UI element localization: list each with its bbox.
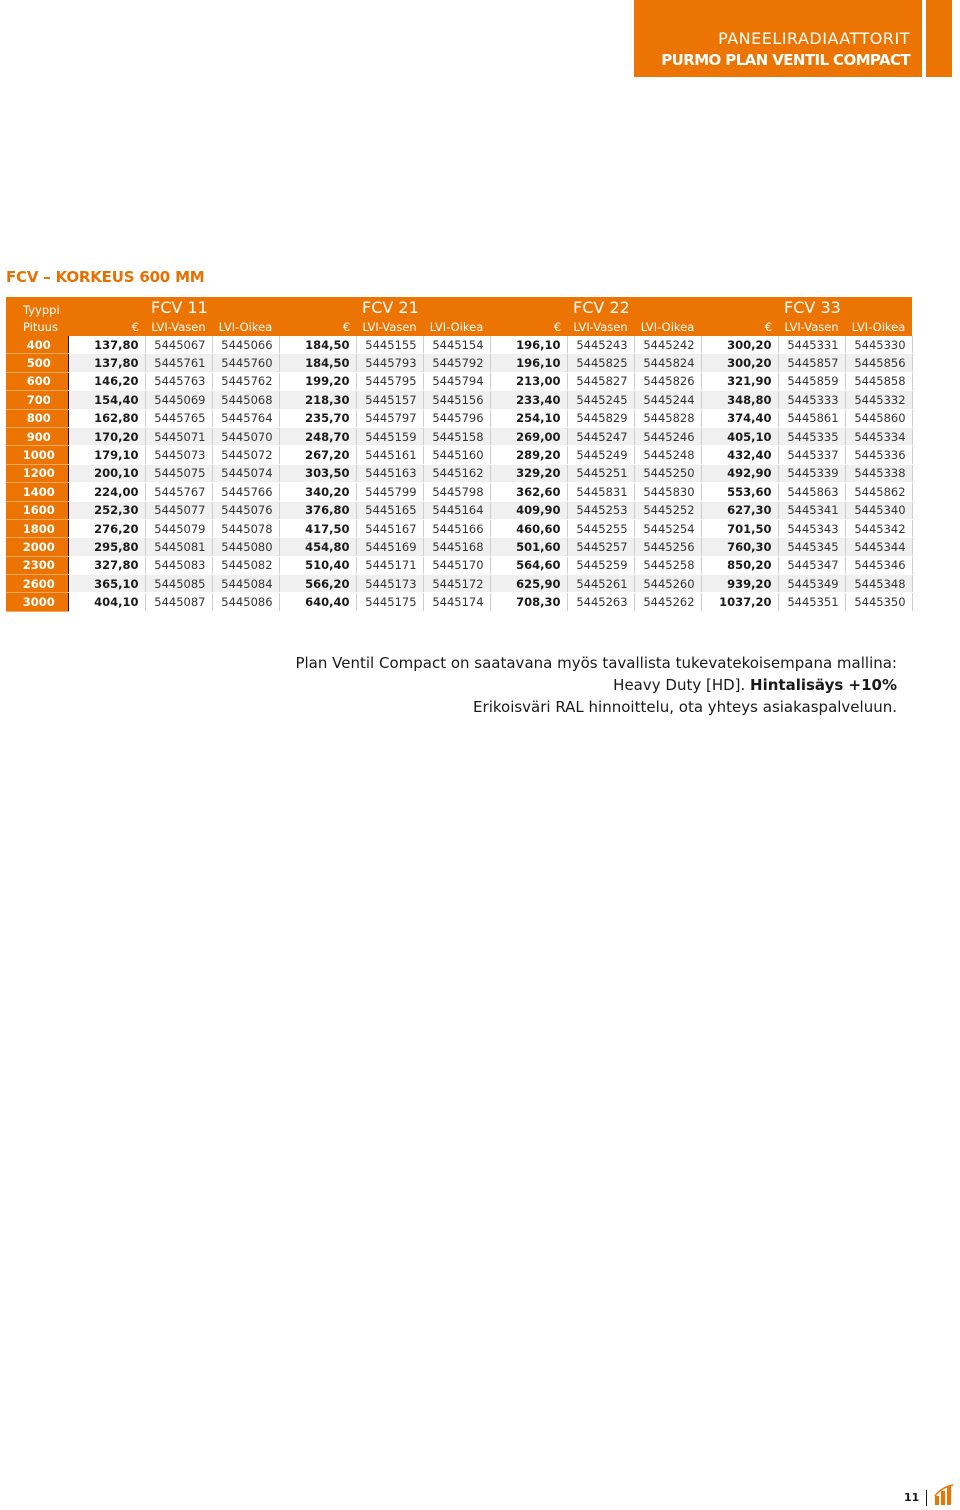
right-code-cell: 5445072 [212, 446, 279, 464]
price-cell: 200,10 [68, 464, 145, 482]
right-code-cell: 5445336 [845, 446, 912, 464]
price-cell: 362,60 [490, 483, 567, 501]
left-code-cell: 5445175 [356, 593, 423, 611]
left-code-cell: 5445347 [778, 556, 845, 574]
left-code-cell: 5445257 [567, 538, 634, 556]
right-code-cell: 5445256 [634, 538, 701, 556]
left-code-cell: 5445793 [356, 354, 423, 372]
right-code-cell: 5445250 [634, 464, 701, 482]
right-code-cell: 5445258 [634, 556, 701, 574]
currency-label: € [342, 319, 351, 334]
price-cell: 179,10 [68, 446, 145, 464]
table-header-columns [6, 317, 912, 336]
right-code-cell: 5445338 [845, 464, 912, 482]
left-code-cell: 5445827 [567, 372, 634, 390]
left-code-cell: 5445075 [145, 464, 212, 482]
right-code-cell: 5445156 [423, 391, 490, 409]
table-row [6, 593, 912, 611]
left-code-cell: 5445863 [778, 483, 845, 501]
note-line-ral: Erikoisväri RAL hinnoittelu, ota yhteys asiakaspalveluun. [473, 698, 897, 716]
price-cell: 300,20 [701, 354, 778, 372]
price-cell: 625,90 [490, 575, 567, 593]
right-code-cell: 5445160 [423, 446, 490, 464]
left-connection-label: LVI-Vasen [784, 319, 839, 334]
left-code-cell: 5445767 [145, 483, 212, 501]
left-code-cell: 5445829 [567, 409, 634, 427]
price-cell: 374,40 [701, 409, 778, 427]
price-cell: 627,30 [701, 501, 778, 519]
section-title: FCV – KORKEUS 600 MM [6, 268, 205, 286]
left-code-cell: 5445071 [145, 427, 212, 445]
price-cell: 235,70 [279, 409, 356, 427]
right-code-cell: 5445760 [212, 354, 279, 372]
right-code-cell: 5445260 [634, 575, 701, 593]
right-code-cell: 5445162 [423, 464, 490, 482]
left-connection-label: LVI-Vasen [151, 319, 206, 334]
right-code-cell: 5445086 [212, 593, 279, 611]
left-code-cell: 5445337 [778, 446, 845, 464]
price-cell: 329,20 [490, 464, 567, 482]
right-connection-label: LVI-Oikea [851, 319, 906, 334]
right-code-cell: 5445792 [423, 354, 490, 372]
right-connection-label: LVI-Oikea [640, 319, 695, 334]
left-code-cell: 5445161 [356, 446, 423, 464]
price-cell: 939,20 [701, 575, 778, 593]
price-cell: 405,10 [701, 427, 778, 445]
table-header-types [6, 297, 912, 317]
left-code-cell: 5445861 [778, 409, 845, 427]
left-code-cell: 5445253 [567, 501, 634, 519]
family-header: FCV 21 [362, 298, 419, 317]
price-cell: 376,80 [279, 501, 356, 519]
price-cell: 553,60 [701, 483, 778, 501]
length-label: Pituus [23, 319, 58, 334]
table-row [6, 575, 912, 593]
price-cell: 850,20 [701, 556, 778, 574]
price-cell: 248,70 [279, 427, 356, 445]
left-code-cell: 5445351 [778, 593, 845, 611]
price-cell: 365,10 [68, 575, 145, 593]
price-cell: 289,20 [490, 446, 567, 464]
price-cell: 269,00 [490, 427, 567, 445]
price-table [6, 297, 913, 612]
right-code-cell: 5445242 [634, 336, 701, 354]
right-code-cell: 5445262 [634, 593, 701, 611]
price-cell: 233,40 [490, 391, 567, 409]
price-cell: 454,80 [279, 538, 356, 556]
right-code-cell: 5445860 [845, 409, 912, 427]
right-code-cell: 5445346 [845, 556, 912, 574]
length-cell: 700 [6, 391, 68, 409]
right-code-cell: 5445348 [845, 575, 912, 593]
header-product-name: PURMO PLAN VENTIL COMPACT [661, 51, 910, 69]
right-code-cell: 5445342 [845, 519, 912, 537]
left-code-cell: 5445163 [356, 464, 423, 482]
right-code-cell: 5445168 [423, 538, 490, 556]
price-cell: 154,40 [68, 391, 145, 409]
currency-label: € [764, 319, 773, 334]
price-cell: 162,80 [68, 409, 145, 427]
right-code-cell: 5445254 [634, 519, 701, 537]
right-code-cell: 5445082 [212, 556, 279, 574]
right-code-cell: 5445170 [423, 556, 490, 574]
length-cell: 2600 [6, 575, 68, 593]
currency-label: € [131, 319, 139, 334]
right-code-cell: 5445248 [634, 446, 701, 464]
left-code-cell: 5445247 [567, 427, 634, 445]
left-connection-label: LVI-Vasen [362, 319, 417, 334]
price-cell: 267,20 [279, 446, 356, 464]
length-cell: 500 [6, 354, 68, 372]
left-code-cell: 5445081 [145, 538, 212, 556]
price-cell: 196,10 [490, 336, 567, 354]
right-code-cell: 5445340 [845, 501, 912, 519]
left-code-cell: 5445079 [145, 519, 212, 537]
family-header: FCV 22 [573, 298, 630, 317]
price-cell: 137,80 [68, 354, 145, 372]
price-cell: 300,20 [701, 336, 778, 354]
length-cell: 3000 [6, 593, 68, 611]
left-code-cell: 5445067 [145, 336, 212, 354]
right-code-cell: 5445174 [423, 593, 490, 611]
left-code-cell: 5445331 [778, 336, 845, 354]
price-cell: 196,10 [490, 354, 567, 372]
left-code-cell: 5445799 [356, 483, 423, 501]
left-code-cell: 5445155 [356, 336, 423, 354]
right-code-cell: 5445764 [212, 409, 279, 427]
length-cell: 1400 [6, 483, 68, 501]
left-code-cell: 5445345 [778, 538, 845, 556]
right-code-cell: 5445350 [845, 593, 912, 611]
right-code-cell: 5445070 [212, 427, 279, 445]
purmo-logo-icon [934, 1484, 956, 1506]
price-cell: 460,60 [490, 519, 567, 537]
price-cell: 510,40 [279, 556, 356, 574]
right-code-cell: 5445080 [212, 538, 279, 556]
left-code-cell: 5445341 [778, 501, 845, 519]
right-connection-label: LVI-Oikea [429, 319, 484, 334]
price-cell: 501,60 [490, 538, 567, 556]
length-cell: 1600 [6, 501, 68, 519]
currency-label: € [553, 319, 562, 334]
price-cell: 137,80 [68, 336, 145, 354]
price-table-body [6, 336, 912, 611]
right-code-cell: 5445154 [423, 336, 490, 354]
price-cell: 184,50 [279, 336, 356, 354]
price-cell: 218,30 [279, 391, 356, 409]
price-cell: 254,10 [490, 409, 567, 427]
right-code-cell: 5445858 [845, 372, 912, 390]
price-cell: 432,40 [701, 446, 778, 464]
price-cell: 409,90 [490, 501, 567, 519]
price-cell: 276,20 [68, 519, 145, 537]
left-code-cell: 5445085 [145, 575, 212, 593]
length-cell: 400 [6, 336, 68, 354]
price-cell: 146,20 [68, 372, 145, 390]
table-row [6, 336, 912, 354]
right-code-cell: 5445796 [423, 409, 490, 427]
price-cell: 417,50 [279, 519, 356, 537]
right-code-cell: 5445158 [423, 427, 490, 445]
left-code-cell: 5445263 [567, 593, 634, 611]
right-code-cell: 5445862 [845, 483, 912, 501]
left-code-cell: 5445763 [145, 372, 212, 390]
left-code-cell: 5445251 [567, 464, 634, 482]
left-code-cell: 5445339 [778, 464, 845, 482]
left-code-cell: 5445243 [567, 336, 634, 354]
left-code-cell: 5445159 [356, 427, 423, 445]
left-code-cell: 5445171 [356, 556, 423, 574]
price-cell: 295,80 [68, 538, 145, 556]
right-code-cell: 5445166 [423, 519, 490, 537]
note-heavy-duty-text: Heavy Duty [HD]. [613, 676, 751, 694]
price-cell: 492,90 [701, 464, 778, 482]
right-code-cell: 5445252 [634, 501, 701, 519]
left-code-cell: 5445857 [778, 354, 845, 372]
left-code-cell: 5445333 [778, 391, 845, 409]
header-box [634, 0, 922, 77]
left-code-cell: 5445255 [567, 519, 634, 537]
right-code-cell: 5445066 [212, 336, 279, 354]
left-code-cell: 5445335 [778, 427, 845, 445]
type-label: Tyyppi [23, 303, 60, 317]
right-code-cell: 5445084 [212, 575, 279, 593]
note-line-heavy-duty [295, 674, 897, 696]
right-code-cell: 5445068 [212, 391, 279, 409]
left-code-cell: 5445859 [778, 372, 845, 390]
table-row [6, 519, 912, 537]
left-code-cell: 5445825 [567, 354, 634, 372]
price-cell: 701,50 [701, 519, 778, 537]
left-code-cell: 5445087 [145, 593, 212, 611]
price-cell: 252,30 [68, 501, 145, 519]
right-code-cell: 5445334 [845, 427, 912, 445]
price-cell: 170,20 [68, 427, 145, 445]
left-code-cell: 5445077 [145, 501, 212, 519]
length-cell: 1000 [6, 446, 68, 464]
left-code-cell: 5445261 [567, 575, 634, 593]
header-category: PANEELIRADIAATTORIT [718, 29, 910, 48]
left-code-cell: 5445761 [145, 354, 212, 372]
length-cell: 900 [6, 427, 68, 445]
left-code-cell: 5445167 [356, 519, 423, 537]
right-code-cell: 5445244 [634, 391, 701, 409]
right-code-cell: 5445246 [634, 427, 701, 445]
length-cell: 2000 [6, 538, 68, 556]
table-row [6, 372, 912, 390]
table-row [6, 409, 912, 427]
price-cell: 340,20 [279, 483, 356, 501]
table-row [6, 427, 912, 445]
right-code-cell: 5445344 [845, 538, 912, 556]
right-code-cell: 5445828 [634, 409, 701, 427]
note-line-model: Plan Ventil Compact on saatavana myös tavallista tukevatekoisempana mallina: [295, 654, 897, 672]
right-code-cell: 5445078 [212, 519, 279, 537]
table-row [6, 556, 912, 574]
right-code-cell: 5445330 [845, 336, 912, 354]
left-code-cell: 5445831 [567, 483, 634, 501]
left-code-cell: 5445073 [145, 446, 212, 464]
right-code-cell: 5445172 [423, 575, 490, 593]
left-connection-label: LVI-Vasen [573, 319, 628, 334]
left-code-cell: 5445249 [567, 446, 634, 464]
header-accent-bar [926, 0, 952, 77]
left-code-cell: 5445173 [356, 575, 423, 593]
right-code-cell: 5445766 [212, 483, 279, 501]
right-connection-label: LVI-Oikea [218, 319, 273, 334]
price-cell: 404,10 [68, 593, 145, 611]
right-code-cell: 5445076 [212, 501, 279, 519]
price-cell: 1037,20 [701, 593, 778, 611]
right-code-cell: 5445856 [845, 354, 912, 372]
price-cell: 566,20 [279, 575, 356, 593]
price-cell: 348,80 [701, 391, 778, 409]
price-cell: 640,40 [279, 593, 356, 611]
right-code-cell: 5445074 [212, 464, 279, 482]
left-code-cell: 5445765 [145, 409, 212, 427]
left-code-cell: 5445797 [356, 409, 423, 427]
price-cell: 327,80 [68, 556, 145, 574]
price-cell: 199,20 [279, 372, 356, 390]
length-cell: 2300 [6, 556, 68, 574]
length-cell: 1800 [6, 519, 68, 537]
length-cell: 600 [6, 372, 68, 390]
table-row [6, 391, 912, 409]
price-cell: 224,00 [68, 483, 145, 501]
availability-note [295, 652, 897, 718]
right-code-cell: 5445824 [634, 354, 701, 372]
table-row [6, 354, 912, 372]
price-cell: 184,50 [279, 354, 356, 372]
price-cell: 303,50 [279, 464, 356, 482]
table-row [6, 446, 912, 464]
right-code-cell: 5445332 [845, 391, 912, 409]
page-number: 11 [904, 1491, 920, 1504]
family-header: FCV 11 [151, 298, 208, 317]
left-code-cell: 5445069 [145, 391, 212, 409]
price-cell: 708,30 [490, 593, 567, 611]
right-code-cell: 5445798 [423, 483, 490, 501]
price-cell: 321,90 [701, 372, 778, 390]
left-code-cell: 5445165 [356, 501, 423, 519]
right-code-cell: 5445794 [423, 372, 490, 390]
left-code-cell: 5445259 [567, 556, 634, 574]
right-code-cell: 5445830 [634, 483, 701, 501]
left-code-cell: 5445245 [567, 391, 634, 409]
table-row [6, 483, 912, 501]
table-row [6, 538, 912, 556]
length-cell: 1200 [6, 464, 68, 482]
left-code-cell: 5445169 [356, 538, 423, 556]
table-row [6, 501, 912, 519]
left-code-cell: 5445343 [778, 519, 845, 537]
right-code-cell: 5445762 [212, 372, 279, 390]
length-cell: 800 [6, 409, 68, 427]
left-code-cell: 5445157 [356, 391, 423, 409]
left-code-cell: 5445349 [778, 575, 845, 593]
right-code-cell: 5445826 [634, 372, 701, 390]
table-row [6, 464, 912, 482]
note-surcharge: Hintalisäys +10% [750, 676, 897, 694]
left-code-cell: 5445083 [145, 556, 212, 574]
price-cell: 213,00 [490, 372, 567, 390]
price-cell: 564,60 [490, 556, 567, 574]
left-code-cell: 5445795 [356, 372, 423, 390]
page-number-divider [926, 1490, 927, 1506]
family-header: FCV 33 [784, 298, 841, 317]
price-cell: 760,30 [701, 538, 778, 556]
right-code-cell: 5445164 [423, 501, 490, 519]
